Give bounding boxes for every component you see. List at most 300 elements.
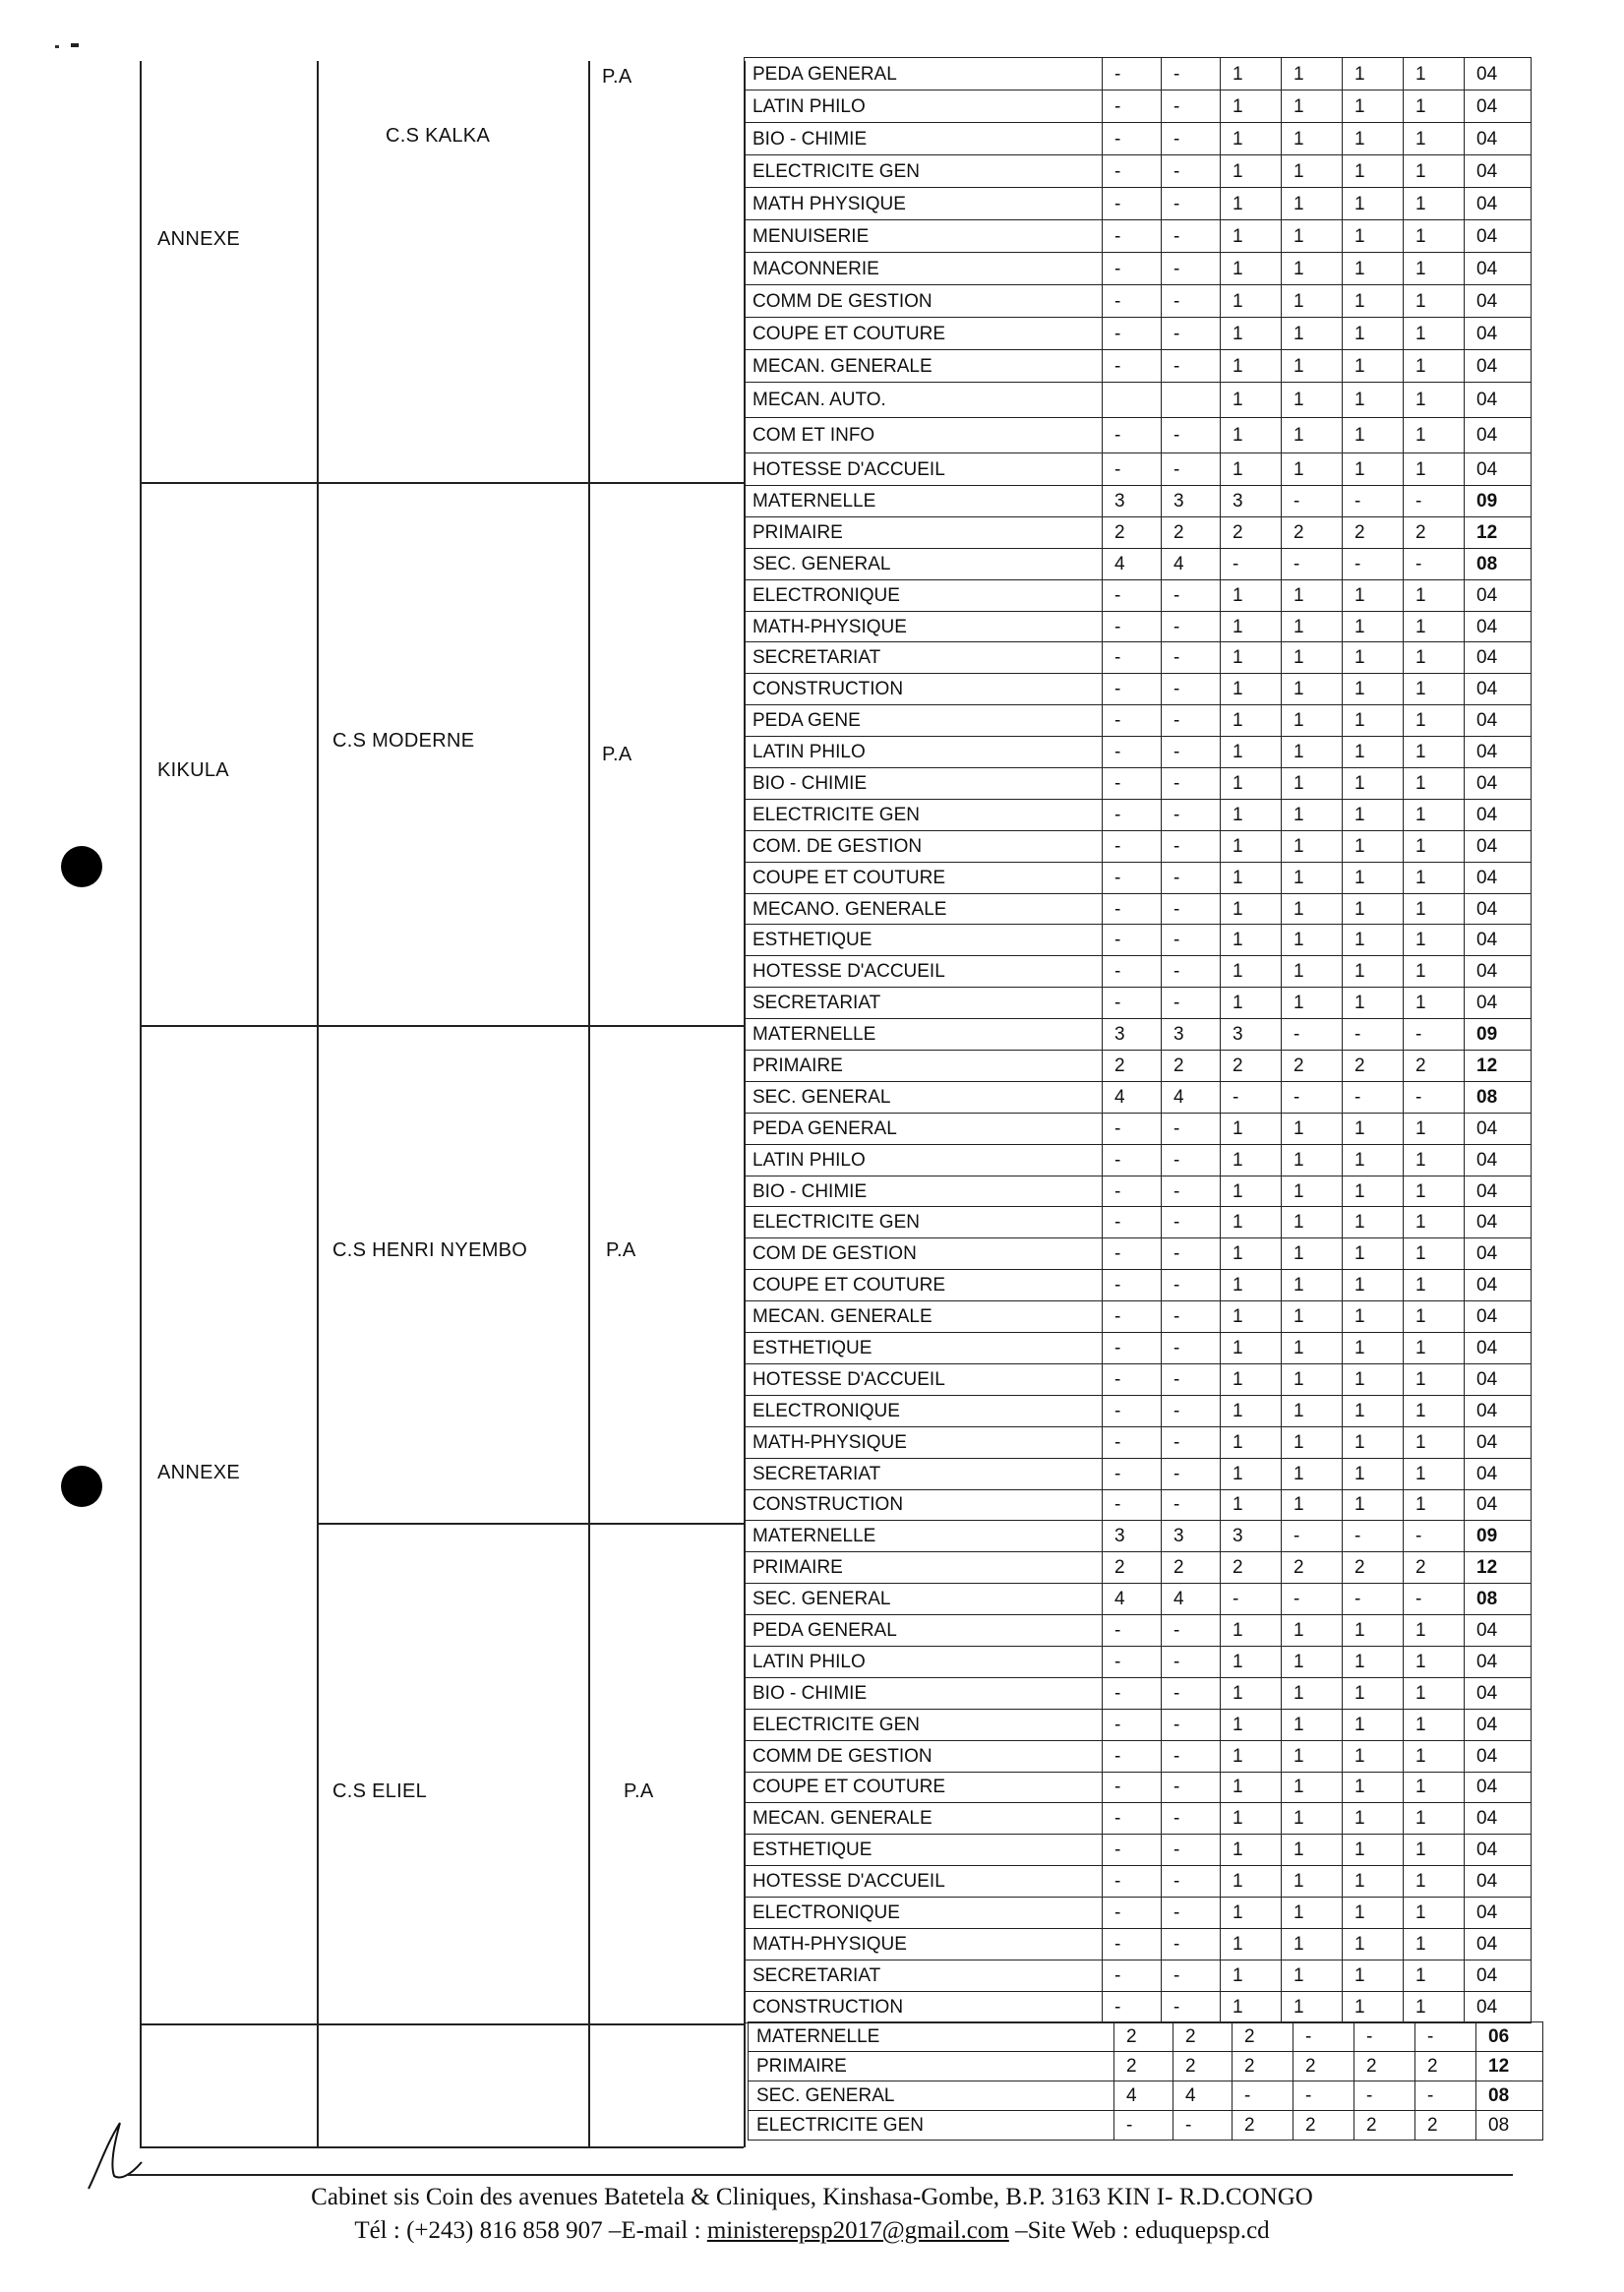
count-cell: 04 [1465,1740,1532,1772]
count-cell: - [1103,453,1162,486]
table-row [745,1333,1532,1364]
count-cell: 1 [1221,1709,1282,1740]
count-cell: 3 [1103,1521,1162,1552]
table-row [745,1051,1532,1082]
count-cell: 1 [1282,642,1343,674]
count-cell: 1 [1221,642,1282,674]
count-cell: - [1162,1238,1221,1270]
option-name-cell: BIO - CHIMIE [745,123,1103,155]
count-cell: 1 [1343,1489,1404,1521]
option-name-cell: PEDA GENERAL [745,58,1103,90]
count-cell: - [1103,418,1162,453]
count-cell: 2 [1103,1552,1162,1584]
count-cell: 1 [1404,1238,1465,1270]
count-cell: - [1221,548,1282,579]
count-cell: 1 [1343,1866,1404,1898]
option-name-cell: ELECTRONIQUE [745,1898,1103,1929]
count-cell: 08 [1465,1584,1532,1615]
count-cell: 1 [1221,862,1282,893]
footer-email-link[interactable]: ministerepsp2017@gmail.com [706,2217,1009,2244]
count-cell: 1 [1282,611,1343,642]
table-row [745,155,1532,188]
count-cell: 1 [1221,1395,1282,1426]
table-row [745,611,1532,642]
rule-sep-1 [140,482,744,484]
count-cell: 04 [1465,188,1532,220]
count-cell: 1 [1343,1615,1404,1647]
count-cell: 1 [1343,737,1404,768]
count-cell: 04 [1465,1928,1532,1960]
count-cell: 1 [1282,893,1343,925]
count-cell: - [1103,1489,1162,1521]
option-name-cell: SECRETARIAT [745,988,1103,1019]
count-cell: - [1103,1333,1162,1364]
count-cell: 08 [1476,2111,1543,2141]
table-row [745,1772,1532,1803]
table-row [745,1489,1532,1521]
count-cell: 1 [1343,1677,1404,1709]
table-row [745,1238,1532,1270]
count-cell: 1 [1221,1144,1282,1176]
count-cell: - [1103,674,1162,705]
table-row [745,1019,1532,1051]
count-cell: 1 [1404,579,1465,611]
option-name-cell: BIO - CHIMIE [745,1176,1103,1207]
count-cell: 1 [1343,350,1404,383]
rule-col-1 [140,61,142,2147]
count-cell: - [1162,318,1221,350]
count-cell: 1 [1282,1866,1343,1898]
count-cell: 2 [1343,1051,1404,1082]
count-cell: - [1103,155,1162,188]
table-row [745,1928,1532,1960]
count-cell: 1 [1221,1740,1282,1772]
count-cell: 1 [1221,318,1282,350]
table-row [745,253,1532,285]
count-cell: - [1103,1176,1162,1207]
table-row [749,2022,1543,2052]
count-cell: 1 [1221,705,1282,737]
count-cell: 04 [1465,453,1532,486]
count-cell: - [1343,1521,1404,1552]
table-row [745,1144,1532,1176]
count-cell: 1 [1282,1113,1343,1144]
table-row [745,1081,1532,1113]
count-cell: 04 [1465,220,1532,253]
table-row [745,1991,1532,2022]
count-cell: 1 [1282,188,1343,220]
count-cell: - [1293,2081,1354,2111]
count-cell: 3 [1162,1019,1221,1051]
option-name-cell: MECANO. GENERALE [745,893,1103,925]
count-cell: 1 [1404,1866,1465,1898]
option-name-cell: ESTHETIQUE [745,925,1103,956]
count-cell: - [1103,737,1162,768]
table-row [745,1270,1532,1301]
count-cell: 1 [1404,1144,1465,1176]
count-cell: 1 [1404,642,1465,674]
count-cell: 1 [1404,674,1465,705]
count-cell: 04 [1465,642,1532,674]
count-cell: 2 [1404,1051,1465,1082]
count-cell: - [1354,2081,1415,2111]
count-cell: - [1404,1081,1465,1113]
count-cell: 1 [1221,1207,1282,1238]
count-cell: 1 [1221,768,1282,800]
table-row [745,453,1532,486]
count-cell: 1 [1282,1677,1343,1709]
count-cell: - [1103,1426,1162,1458]
count-cell: - [1103,285,1162,318]
count-cell: 12 [1465,1051,1532,1082]
count-cell: - [1415,2022,1476,2052]
count-cell: 1 [1221,1113,1282,1144]
count-cell: 04 [1465,1489,1532,1521]
count-cell: 06 [1476,2022,1543,2052]
table-row [745,383,1532,418]
option-name-cell: SECRETARIAT [745,1960,1103,1991]
option-name-cell: PRIMAIRE [745,1552,1103,1584]
count-cell: 1 [1282,1898,1343,1929]
count-cell: 1 [1282,956,1343,988]
count-cell: 3 [1162,1521,1221,1552]
option-name-cell: MATERNELLE [749,2022,1114,2052]
count-cell: 1 [1404,1615,1465,1647]
count-cell: 1 [1343,453,1404,486]
count-cell: 4 [1162,548,1221,579]
option-name-cell: COMM DE GESTION [745,285,1103,318]
option-name-cell: ELECTRONIQUE [745,579,1103,611]
count-cell: 1 [1282,453,1343,486]
count-cell: - [1162,862,1221,893]
rule-sep-2 [140,1025,744,1027]
count-cell: - [1103,1113,1162,1144]
count-cell: - [1162,1928,1221,1960]
count-cell: 1 [1221,1646,1282,1677]
count-cell: 1 [1282,674,1343,705]
count-cell: 1 [1404,611,1465,642]
count-cell: - [1103,579,1162,611]
count-cell: 1 [1221,956,1282,988]
option-name-cell: COM ET INFO [745,418,1103,453]
count-cell: 1 [1404,253,1465,285]
option-name-cell: ESTHETIQUE [745,1333,1103,1364]
option-name-cell: PRIMAIRE [745,1051,1103,1082]
count-cell: 1 [1404,155,1465,188]
count-cell: - [1404,1521,1465,1552]
count-cell: 1 [1343,705,1404,737]
count-cell: 2 [1162,1051,1221,1082]
count-cell: 04 [1465,1458,1532,1489]
count-cell: 1 [1221,1458,1282,1489]
count-cell: - [1162,768,1221,800]
option-name-cell: COUPE ET COUTURE [745,1270,1103,1301]
count-cell: 1 [1343,925,1404,956]
count-cell: 1 [1343,1458,1404,1489]
count-cell: 1 [1282,220,1343,253]
count-cell: - [1103,830,1162,862]
count-cell: 2 [1221,1552,1282,1584]
count-cell: 1 [1343,1772,1404,1803]
count-cell: 04 [1465,1207,1532,1238]
count-cell: - [1221,1584,1282,1615]
option-name-cell: LATIN PHILO [745,1144,1103,1176]
count-cell: 1 [1404,1677,1465,1709]
table-row [745,90,1532,123]
count-cell: 1 [1343,642,1404,674]
option-name-cell: SEC. GENERAL [745,1081,1103,1113]
count-cell: 1 [1221,1677,1282,1709]
count-cell: 1 [1404,862,1465,893]
count-cell: 1 [1282,1646,1343,1677]
option-name-cell: PEDA GENE [745,705,1103,737]
option-name-cell: ELECTRICITE GEN [745,799,1103,830]
count-cell: 2 [1293,2052,1354,2081]
count-cell: 2 [1282,516,1343,548]
count-cell: 2 [1404,1552,1465,1584]
count-cell: 1 [1404,1709,1465,1740]
count-cell: 1 [1282,737,1343,768]
count-cell: 2 [1173,2022,1233,2052]
count-cell: 1 [1221,611,1282,642]
option-name-cell: MATERNELLE [745,1521,1103,1552]
count-cell: 1 [1343,1928,1404,1960]
count-cell: - [1162,893,1221,925]
count-cell: 1 [1221,737,1282,768]
count-cell: 4 [1103,548,1162,579]
count-cell: 1 [1282,1960,1343,1991]
count-cell: 1 [1404,1270,1465,1301]
count-cell: - [1162,1207,1221,1238]
count-cell: 3 [1103,486,1162,517]
count-cell: 3 [1221,1521,1282,1552]
count-cell: 1 [1282,350,1343,383]
option-name-cell: LATIN PHILO [745,737,1103,768]
count-cell: 1 [1282,705,1343,737]
count-cell: 1 [1282,1207,1343,1238]
count-cell: 1 [1343,1960,1404,1991]
count-cell: 1 [1404,220,1465,253]
count-cell: 1 [1282,1991,1343,2022]
count-cell: 1 [1221,925,1282,956]
count-cell: - [1343,1081,1404,1113]
count-cell: 1 [1282,1615,1343,1647]
footer-email-prefix: –E-mail : [608,2217,707,2244]
count-cell: - [1103,318,1162,350]
count-cell: - [1354,2022,1415,2052]
count-cell: - [1103,642,1162,674]
count-cell: 04 [1465,58,1532,90]
count-cell: 1 [1343,1113,1404,1144]
count-cell: - [1173,2111,1233,2141]
count-cell: 2 [1221,1051,1282,1082]
count-cell: - [1221,1081,1282,1113]
count-cell: - [1282,1081,1343,1113]
count-cell: - [1162,220,1221,253]
count-cell [1103,383,1162,418]
count-cell: 04 [1465,1238,1532,1270]
table-row [745,674,1532,705]
count-cell: 1 [1343,768,1404,800]
table-row [745,737,1532,768]
count-cell: 1 [1221,418,1282,453]
count-cell: 1 [1221,1363,1282,1395]
count-cell: 4 [1173,2081,1233,2111]
count-cell: 1 [1343,318,1404,350]
count-cell: 1 [1221,1803,1282,1835]
count-cell: 1 [1282,925,1343,956]
count-cell: 1 [1282,1301,1343,1333]
count-cell: 04 [1465,799,1532,830]
option-name-cell: LATIN PHILO [745,1646,1103,1677]
table-row [745,1677,1532,1709]
count-cell: 1 [1404,418,1465,453]
count-cell: 1 [1343,1238,1404,1270]
count-cell: - [1103,1615,1162,1647]
option-name-cell: SECRETARIAT [745,1458,1103,1489]
count-cell: 1 [1343,418,1404,453]
count-cell: 04 [1465,285,1532,318]
count-cell: - [1162,1740,1221,1772]
count-cell: 1 [1221,1270,1282,1301]
scan-speck [71,43,79,47]
locality-label: ANNEXE [157,1462,241,1483]
table-row [745,318,1532,350]
option-name-cell: MATH PHYSIQUE [745,188,1103,220]
locality-label: KIKULA [157,759,229,781]
count-cell: 2 [1103,516,1162,548]
count-cell: 04 [1465,1677,1532,1709]
count-cell: 1 [1343,1709,1404,1740]
count-cell: - [1343,486,1404,517]
count-cell: 1 [1221,58,1282,90]
footer-site: –Site Web : eduquepsp.cd [1008,2217,1270,2244]
count-cell: 1 [1282,383,1343,418]
count-cell: 1 [1282,1740,1343,1772]
option-name-cell: BIO - CHIMIE [745,768,1103,800]
count-cell: 2 [1221,516,1282,548]
count-cell: - [1162,1333,1221,1364]
count-cell: - [1162,1960,1221,1991]
table-row [745,705,1532,737]
count-cell: - [1162,925,1221,956]
option-name-cell: ESTHETIQUE [745,1835,1103,1866]
count-cell: 1 [1282,1238,1343,1270]
table-row [745,830,1532,862]
count-cell: 1 [1343,830,1404,862]
count-cell: - [1103,1960,1162,1991]
count-cell: 1 [1343,123,1404,155]
count-cell: 2 [1233,2111,1293,2141]
table-row [745,1552,1532,1584]
count-cell: 04 [1465,893,1532,925]
count-cell: 1 [1282,318,1343,350]
count-cell: - [1233,2081,1293,2111]
count-cell: 1 [1282,1426,1343,1458]
count-cell: - [1162,155,1221,188]
count-cell: 04 [1465,1144,1532,1176]
count-cell: 1 [1282,1835,1343,1866]
count-cell: 2 [1173,2052,1233,2081]
count-cell: - [1282,1019,1343,1051]
count-cell: - [1103,1803,1162,1835]
count-cell: - [1162,1489,1221,1521]
count-cell: 1 [1282,579,1343,611]
regime-label: P.A [606,1239,636,1261]
count-cell: - [1162,453,1221,486]
count-cell: 09 [1465,486,1532,517]
count-cell: 1 [1221,453,1282,486]
count-cell: 12 [1465,516,1532,548]
count-cell: 1 [1404,383,1465,418]
count-cell: 2 [1293,2111,1354,2141]
count-cell: - [1103,1898,1162,1929]
count-cell: - [1103,1709,1162,1740]
count-cell: - [1343,548,1404,579]
count-cell: - [1162,90,1221,123]
count-cell: - [1103,862,1162,893]
option-name-cell: COM. DE GESTION [745,830,1103,862]
count-cell: - [1162,253,1221,285]
count-cell: 04 [1465,1301,1532,1333]
count-cell: 1 [1404,58,1465,90]
count-cell: 4 [1162,1081,1221,1113]
count-cell: 04 [1465,1426,1532,1458]
count-cell: - [1415,2081,1476,2111]
count-cell: 1 [1404,1458,1465,1489]
table-row [745,1960,1532,1991]
count-cell: - [1404,1584,1465,1615]
option-name-cell: MECAN. GENERALE [745,1803,1103,1835]
count-cell: 1 [1343,285,1404,318]
table-row [745,799,1532,830]
table-row [745,1521,1532,1552]
count-cell: 1 [1221,350,1282,383]
scan-speck [55,45,59,48]
count-cell: - [1162,799,1221,830]
count-cell: 1 [1404,1928,1465,1960]
count-cell: 1 [1282,862,1343,893]
count-cell: - [1103,1991,1162,2022]
count-cell: 1 [1282,1144,1343,1176]
count-cell: 1 [1343,1144,1404,1176]
count-cell: 1 [1343,611,1404,642]
count-cell: 1 [1221,1301,1282,1333]
count-cell: - [1103,1207,1162,1238]
count-cell: 1 [1282,1772,1343,1803]
count-cell: 1 [1282,285,1343,318]
count-cell: 1 [1282,1270,1343,1301]
count-cell: 1 [1221,1835,1282,1866]
options-table [744,57,1532,2023]
count-cell: 04 [1465,705,1532,737]
count-cell: 04 [1465,830,1532,862]
option-name-cell: COMM DE GESTION [745,1740,1103,1772]
count-cell: 2 [1343,516,1404,548]
count-cell: 1 [1221,1615,1282,1647]
option-name-cell: BIO - CHIMIE [745,1677,1103,1709]
count-cell: 04 [1465,253,1532,285]
count-cell: 04 [1465,1709,1532,1740]
count-cell: 1 [1282,1489,1343,1521]
option-name-cell: ELECTRONIQUE [745,1395,1103,1426]
count-cell: 04 [1465,1991,1532,2022]
count-cell: 04 [1465,1960,1532,1991]
count-cell: 04 [1465,1772,1532,1803]
count-cell: - [1343,1019,1404,1051]
option-name-cell: COUPE ET COUTURE [745,862,1103,893]
option-name-cell: MATH-PHYSIQUE [745,1426,1103,1458]
